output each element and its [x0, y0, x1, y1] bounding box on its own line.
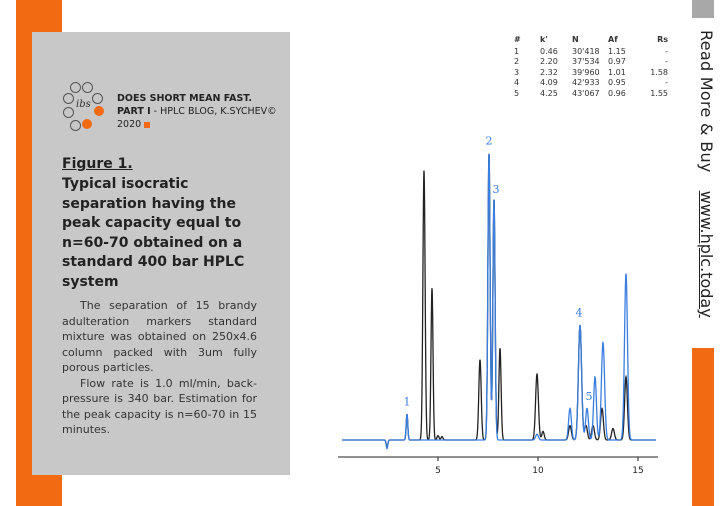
header-n: N [572, 34, 579, 44]
figure-description [62, 298, 257, 438]
table-cell: 0.96 [608, 88, 626, 98]
table-cell: 0.97 [608, 57, 626, 67]
table-cell: - [665, 78, 668, 88]
table-cell: 1.01 [608, 67, 626, 77]
table-cell: 2.20 [540, 57, 558, 67]
table-cell: 37'534 [572, 57, 600, 67]
table-cell: 5 [514, 88, 520, 98]
brand-year: 2020 [117, 119, 142, 130]
table-row [514, 78, 668, 89]
side-caption [697, 30, 716, 318]
chromatogram-chart [330, 135, 665, 485]
table-row [514, 67, 668, 78]
table-cell: 39'960 [572, 67, 600, 77]
chromatogram-trace-black [342, 154, 656, 447]
figure-title: Typical isocratic separation having the peak capacity equal to n=60-70 obtained on a standard 400 bar HPLC system [62, 176, 245, 290]
peak-table [514, 32, 668, 99]
table-cell: 43'067 [572, 88, 600, 98]
peak-label: 5 [585, 389, 593, 403]
table-cell: 1.55 [650, 88, 668, 98]
table-row [514, 57, 668, 68]
x-tick-label: 10 [532, 466, 544, 476]
header-number: # [514, 34, 521, 44]
header-af: Af [608, 34, 618, 44]
brand-title-line2: PART I [117, 106, 151, 117]
side-orange-block [692, 348, 714, 506]
website-link[interactable]: www.hplc.today [697, 190, 716, 318]
table-cell: 4 [514, 78, 520, 88]
side-gray-block [692, 0, 714, 18]
table-cell: 4.09 [540, 78, 558, 88]
table-cell: 2.32 [540, 67, 558, 77]
table-cell: 0.46 [540, 46, 558, 56]
table-cell: 1.58 [650, 67, 668, 77]
ibs-logo [62, 82, 106, 132]
table-cell: - [665, 46, 668, 56]
peak-table-header [514, 32, 668, 46]
x-tick-label: 15 [632, 466, 644, 476]
table-row [514, 88, 668, 99]
description-paragraph-2: Flow rate is 1.0 ml/min, back-pressure is 340 bar. Estimation for the peak capacity is n=60-70 in 15 minutes. [62, 376, 257, 436]
brand-title-line1: DOES SHORT MEAN FAST. [117, 93, 252, 104]
table-cell: 0.95 [608, 78, 626, 88]
header-rs: Rs [657, 34, 668, 44]
x-tick-label: 5 [435, 466, 441, 476]
brand-square-icon [144, 122, 150, 128]
figure-label: Figure 1. [62, 156, 133, 172]
peak-label: 2 [485, 135, 493, 148]
description-paragraph-1: The separation of 15 brandy adulteration markers standard mixture was obtained on 250x4.6 column packed with 3um fully porous particles. [62, 299, 257, 374]
brand-subtitle: - HPLC BLOG, K.SYCHEV© [150, 106, 277, 117]
logo-text: ibs [76, 99, 91, 110]
table-row [514, 46, 668, 57]
table-cell: 30'418 [572, 46, 600, 56]
brand-block [117, 92, 287, 131]
peak-label: 4 [575, 306, 583, 320]
peak-label: 3 [492, 183, 500, 197]
table-cell: 1.15 [608, 46, 626, 56]
table-cell: 42'933 [572, 78, 600, 88]
table-cell: - [665, 57, 668, 67]
read-more-text: Read More & Buy [697, 30, 716, 173]
header-k: k' [540, 34, 548, 44]
table-cell: 1 [514, 46, 520, 56]
peak-label: 1 [403, 395, 411, 409]
table-cell: 2 [514, 57, 520, 67]
table-cell: 4.25 [540, 88, 558, 98]
table-cell: 3 [514, 67, 520, 77]
